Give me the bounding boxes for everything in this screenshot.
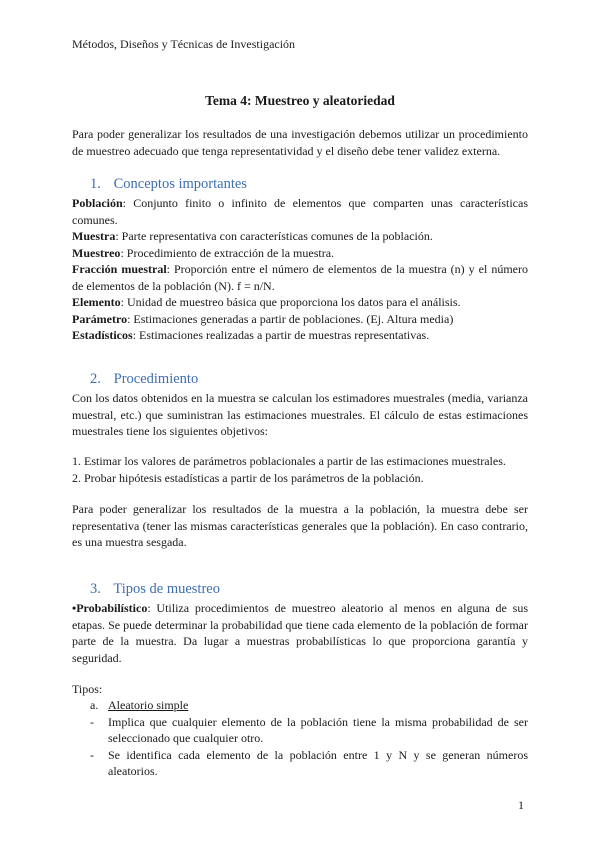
types-label: Tipos: [72,682,103,696]
definition-text: : Procedimiento de extracción de la muestra. [120,245,335,260]
page-number: 1 [518,798,524,812]
section-1-heading [90,176,247,193]
section-1-title: Conceptos importantes [113,176,247,192]
definition-text: : Proporción entre el número de elementos de la muestra (n) y el número de elementos de la población (N). f = n/N. [72,262,529,293]
probabilistic-text: : Utiliza procedimientos de muestreo aleatorio al menos en alguna de sus etapas. Se puede determinar la probabilidad que tiene cada elemento de la población de formar parte de la muestra. Da lugar a muestras probabilísticas lo que proporciona garantía y seguridad. [72,601,528,665]
section-3-heading [90,581,220,598]
types-list [72,697,528,780]
definition-term: Población [72,196,123,210]
intro-paragraph: Para poder generalizar los resultados de una investigación debemos utilizar un procedimiento de muestreo adecuado que tenga representatividad y el diseño debe tener validez externa. [72,127,528,158]
generalization-paragraph: Para poder generalizar los resultados de la muestra a la población, la muestra debe ser representativa (tener las mismas características generales que la población). En caso contrario, es una muestra sesgada. [72,502,528,549]
definition-term: Muestra [72,229,116,243]
definition-text: : Parte representativa con características comunes de la población. [115,229,433,243]
list-item-text: Se identifica cada elemento de la población entre 1 y N y se generan números aleatorios. [108,747,528,778]
probabilistic-paragraph [72,600,528,666]
list-item: 1. Estimar los valores de parámetros poblacionales a partir de las estimaciones muestrales. [72,454,506,468]
subtype-item [72,697,528,714]
section-2-title: Procedimiento [113,371,199,387]
definition-muestreo [72,245,528,262]
dash-marker: - [90,714,94,729]
definition-parametro [72,311,528,328]
procedure-paragraph: Con los datos obtenidos en la muestra se calculan los estimadores muestrales (media, varianza muestral, etc.) que suministran las estimaciones muestrales. El cálculo de estas estimaciones muestrales tiene los siguientes objetivos: [72,391,528,438]
definition-text: : Estimaciones generadas a partir de poblaciones. (Ej. Altura media) [127,311,454,326]
definition-muestra [72,228,528,245]
subtype-marker: a. [90,698,99,712]
section-2-number: 2. [90,371,101,387]
definition-estadisticos [72,327,528,344]
running-header: Métodos, Diseños y Técnicas de Investigación [72,37,296,51]
list-item: 2. Probar hipótesis estadísticas a partir de los parámetros de la población. [72,470,424,485]
objectives-list [72,453,528,486]
definition-poblacion [72,195,528,228]
section-2-heading [90,371,198,388]
definition-text: : Estimaciones realizadas a partir de muestras representativas. [132,328,430,342]
section-3-number: 3. [90,581,101,597]
definition-elemento [72,294,528,311]
definition-term: Parámetro [72,311,128,326]
definition-term: Estadísticos [72,328,133,342]
section-3-title: Tipos de muestreo [113,581,220,597]
dash-marker: - [90,747,94,762]
subtype-label: Aleatorio simple [108,698,189,712]
list-item-text: Implica que cualquier elemento de la población tiene la misma probabilidad de ser seleccionado que cualquier otro. [108,714,528,745]
definitions-list [72,195,528,344]
definition-fraccion-muestral [72,261,528,294]
definition-term: Fracción muestral [72,262,167,276]
section-1-number: 1. [90,176,101,192]
definition-term: Elemento [72,295,121,309]
probabilistic-term: •Probabilístico [72,601,148,615]
document-title: Tema 4: Muestreo y aleatoriedad [205,93,395,108]
list-item [72,714,528,747]
definition-text: : Conjunto finito o infinito de elementos que comparten unas características comunes. [72,196,528,227]
definition-text: : Unidad de muestreo básica que proporciona los datos para el análisis. [120,295,461,309]
list-item [72,747,528,780]
definition-term: Muestreo [72,245,121,260]
